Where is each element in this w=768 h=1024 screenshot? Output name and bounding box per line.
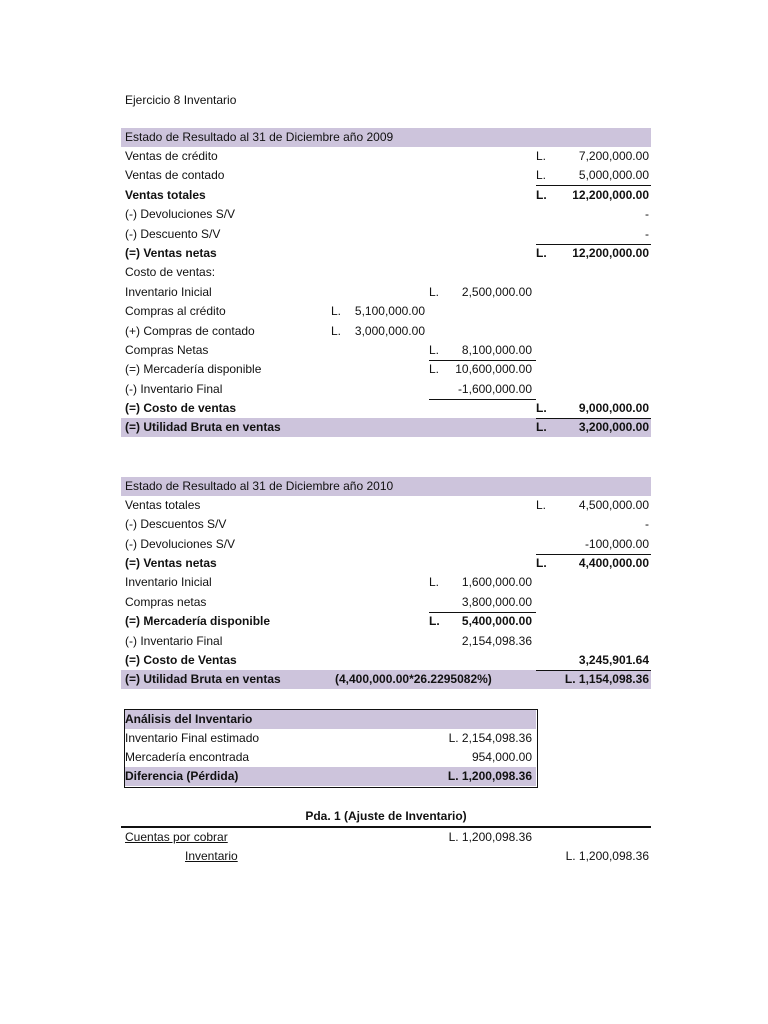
currency-prefix: L.	[331, 304, 342, 318]
currency-prefix: L.	[429, 362, 440, 376]
row-label: Costo de ventas:	[125, 265, 216, 279]
table-row	[121, 186, 651, 205]
table-row	[121, 283, 651, 302]
amount: 3,245,901.64	[578, 653, 649, 667]
row-label: Ventas de crédito	[125, 149, 218, 163]
statement-2010-title: Estado de Resultado al 31 de Diciembre año 2010	[125, 479, 394, 493]
row-label: Inventario Final estimado	[125, 731, 260, 745]
table-row	[121, 263, 651, 282]
table-row	[121, 360, 651, 379]
amount: 12,200,000.00	[572, 188, 649, 202]
amount: 5,400,000.00	[461, 614, 532, 628]
currency-prefix: L.	[536, 401, 547, 415]
amount: 2,154,098.36	[461, 634, 532, 648]
table-row	[121, 748, 651, 767]
document-title: Ejercicio 8 Inventario	[125, 93, 237, 107]
table-row	[121, 535, 651, 554]
row-label: Compras al crédito	[125, 304, 226, 318]
row-label: (=) Utilidad Bruta en ventas	[125, 420, 281, 434]
table-row	[121, 147, 651, 166]
currency-prefix: L.	[536, 149, 547, 163]
table-row	[121, 729, 651, 748]
amount: 5,100,000.00	[354, 304, 425, 318]
credit-account: Inventario	[185, 849, 238, 863]
amount: 3,800,000.00	[461, 595, 532, 609]
amount: -	[645, 227, 649, 241]
row-label: (-) Descuentos S/V	[125, 517, 227, 531]
amount: 12,200,000.00	[572, 246, 649, 260]
amount: L. 1,154,098.36	[564, 672, 649, 686]
amount: 4,500,000.00	[578, 498, 649, 512]
amount: -1,600,000.00	[457, 382, 532, 396]
row-label: Ventas totales	[125, 188, 206, 202]
amount: 4,400,000.00	[578, 556, 649, 570]
currency-prefix: L.	[536, 498, 547, 512]
table-row	[121, 205, 651, 224]
journal-credit-row	[121, 847, 651, 866]
amount: -	[645, 207, 649, 221]
table-row	[121, 302, 651, 321]
amount: 954,000.00	[471, 750, 532, 764]
currency-prefix: L.	[331, 324, 342, 338]
row-label: (+) Compras de contado	[125, 324, 255, 338]
table-row	[121, 166, 651, 185]
row-label: Inventario Inicial	[125, 285, 212, 299]
amount: 8,100,000.00	[461, 343, 532, 357]
statement-2009-header	[121, 128, 651, 147]
debit-account: Cuentas por cobrar	[125, 830, 228, 844]
amount: 3,000,000.00	[354, 324, 425, 338]
currency-prefix: L.	[429, 343, 440, 357]
table-row	[121, 670, 651, 689]
row-label: (-) Devoluciones S/V	[125, 207, 236, 221]
table-row	[121, 554, 651, 573]
divider	[536, 418, 651, 419]
divider	[536, 244, 651, 245]
table-row	[121, 612, 651, 631]
currency-prefix: L.	[429, 575, 440, 589]
amount: 3,200,000.00	[578, 420, 649, 434]
table-row	[121, 767, 651, 786]
amount: 7,200,000.00	[578, 149, 649, 163]
row-label: (=) Costo de Ventas	[125, 653, 237, 667]
row-label: Compras Netas	[125, 343, 209, 357]
table-row	[121, 593, 651, 612]
divider	[536, 670, 651, 671]
amount: -100,000.00	[584, 537, 649, 551]
currency-prefix: L.	[429, 614, 440, 628]
statement-2009-title: Estado de Resultado al 31 de Diciembre año 2009	[125, 130, 394, 144]
row-label: (=) Ventas netas	[125, 246, 217, 260]
divider	[429, 360, 536, 361]
margin-formula: (4,400,000.00*26.2295082%)	[335, 672, 492, 686]
debit-amount: L. 1,200,098.36	[448, 830, 532, 844]
row-label: (-) Inventario Final	[125, 382, 223, 396]
amount: L. 1,200,098.36	[447, 769, 532, 783]
row-label: (-) Devoluciones S/V	[125, 537, 236, 551]
amount: 5,000,000.00	[578, 168, 649, 182]
amount: L. 2,154,098.36	[448, 731, 532, 745]
table-row	[121, 496, 651, 515]
row-label: (=) Utilidad Bruta en ventas	[125, 672, 281, 686]
row-label: Mercadería encontrada	[125, 750, 250, 764]
table-row	[121, 225, 651, 244]
analysis-header	[121, 710, 651, 729]
row-label: Compras netas	[125, 595, 207, 609]
currency-prefix: L.	[536, 556, 547, 570]
currency-prefix: L.	[536, 168, 547, 182]
row-label: (=) Ventas netas	[125, 556, 217, 570]
row-label: (-) Inventario Final	[125, 634, 223, 648]
amount: 2,500,000.00	[461, 285, 532, 299]
analysis-title: Análisis del Inventario	[125, 712, 253, 726]
divider	[536, 185, 651, 186]
amount: 1,600,000.00	[461, 575, 532, 589]
divider	[536, 554, 651, 555]
divider	[429, 399, 536, 400]
row-label: (=) Mercadería disponible	[125, 614, 271, 628]
table-row	[121, 515, 651, 534]
journal-debit-row	[121, 828, 651, 847]
table-row	[121, 380, 651, 399]
table-row	[121, 573, 651, 592]
row-label: (=) Mercadería disponible	[125, 362, 262, 376]
currency-prefix: L.	[429, 285, 440, 299]
table-row	[121, 418, 651, 437]
row-label: Ventas de contado	[125, 168, 225, 182]
journal-entry-title-row	[121, 807, 651, 826]
statement-2010-header	[121, 477, 651, 496]
row-label: (-) Descuento S/V	[125, 227, 221, 241]
currency-prefix: L.	[536, 420, 547, 434]
currency-prefix: L.	[536, 188, 547, 202]
currency-prefix: L.	[536, 246, 547, 260]
divider	[429, 612, 536, 613]
journal-entry-title: Pda. 1 (Ajuste de Inventario)	[305, 809, 467, 823]
table-row	[121, 322, 651, 341]
table-row	[121, 651, 651, 670]
table-row	[121, 399, 651, 418]
table-row	[121, 244, 651, 263]
row-label: (=) Costo de ventas	[125, 401, 237, 415]
credit-amount: L. 1,200,098.36	[565, 849, 649, 863]
amount: 10,600,000.00	[455, 362, 532, 376]
table-row	[121, 341, 651, 360]
row-label: Inventario Inicial	[125, 575, 212, 589]
table-row	[121, 632, 651, 651]
amount: 9,000,000.00	[578, 401, 649, 415]
row-label: Ventas totales	[125, 498, 201, 512]
amount: -	[645, 517, 649, 531]
row-label: Diferencia (Pérdida)	[125, 769, 239, 783]
